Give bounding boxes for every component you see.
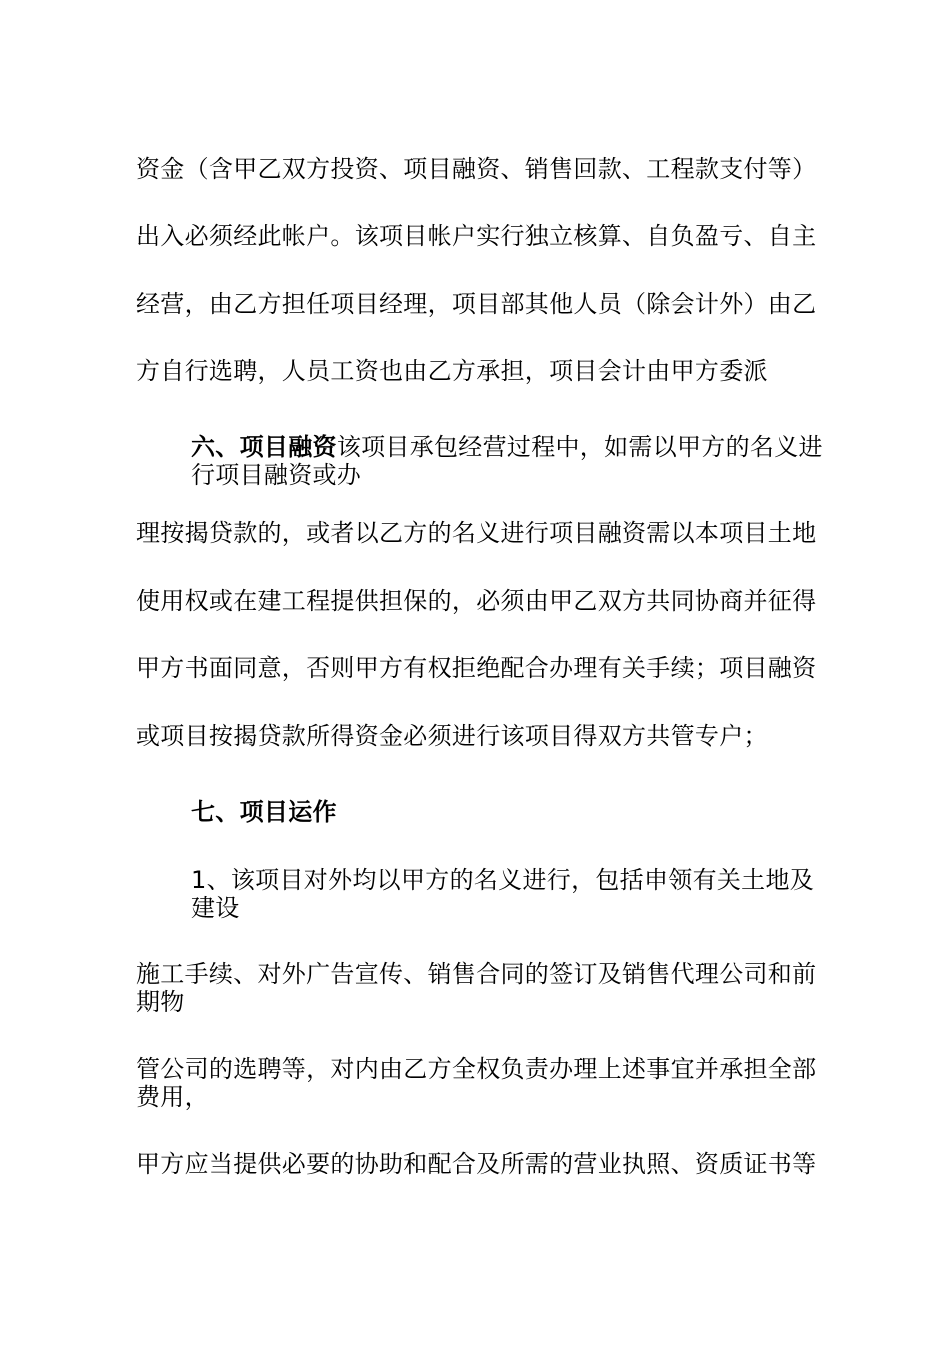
paragraph-line: 使用权或在建工程提供担保的，必须由甲乙双方共同协商并征得 [136, 587, 817, 615]
paragraph-line: 理按揭贷款的，或者以乙方的名义进行项目融资需以本项目土地 [136, 519, 817, 547]
section-7-item-1: 1、该项目对外均以甲方的名义进行，包括申领有关土地及建设 [191, 866, 815, 922]
paragraph-line: 管公司的选聘等，对内由乙方全权负责办理上述事宜并承担全部费用， [136, 1055, 817, 1111]
section-6-text: 该项目承包经营过程中，如需以甲方的名义进行项目融资或办 [191, 433, 823, 489]
paragraph-line: 方自行选聘，人员工资也由乙方承担，项目会计由甲方委派 [136, 357, 768, 385]
paragraph-line: 经营，由乙方担任项目经理，项目部其他人员（除会计外）由乙 [136, 290, 817, 318]
paragraph-line: 施工手续、对外广告宣传、销售合同的签订及销售代理公司和前期物 [136, 960, 817, 1016]
paragraph-line: 或项目按揭贷款所得资金必须进行该项目得双方共管专户； [136, 722, 768, 750]
paragraph-line: 资金（含甲乙双方投资、项目融资、销售回款、工程款支付等） [136, 155, 817, 183]
section-7-heading: 七、项目运作 [191, 798, 337, 826]
section-6-paragraph [191, 433, 826, 489]
paragraph-line: 甲方应当提供必要的协助和配合及所需的营业执照、资质证书等 [136, 1150, 817, 1178]
section-6-heading: 六、项目融资 [191, 433, 337, 461]
paragraph-line: 甲方书面同意，否则甲方有权拒绝配合办理有关手续；项目融资 [136, 654, 817, 682]
paragraph-line: 出入必须经此帐户。该项目帐户实行独立核算、自负盈亏、自主 [136, 222, 817, 250]
